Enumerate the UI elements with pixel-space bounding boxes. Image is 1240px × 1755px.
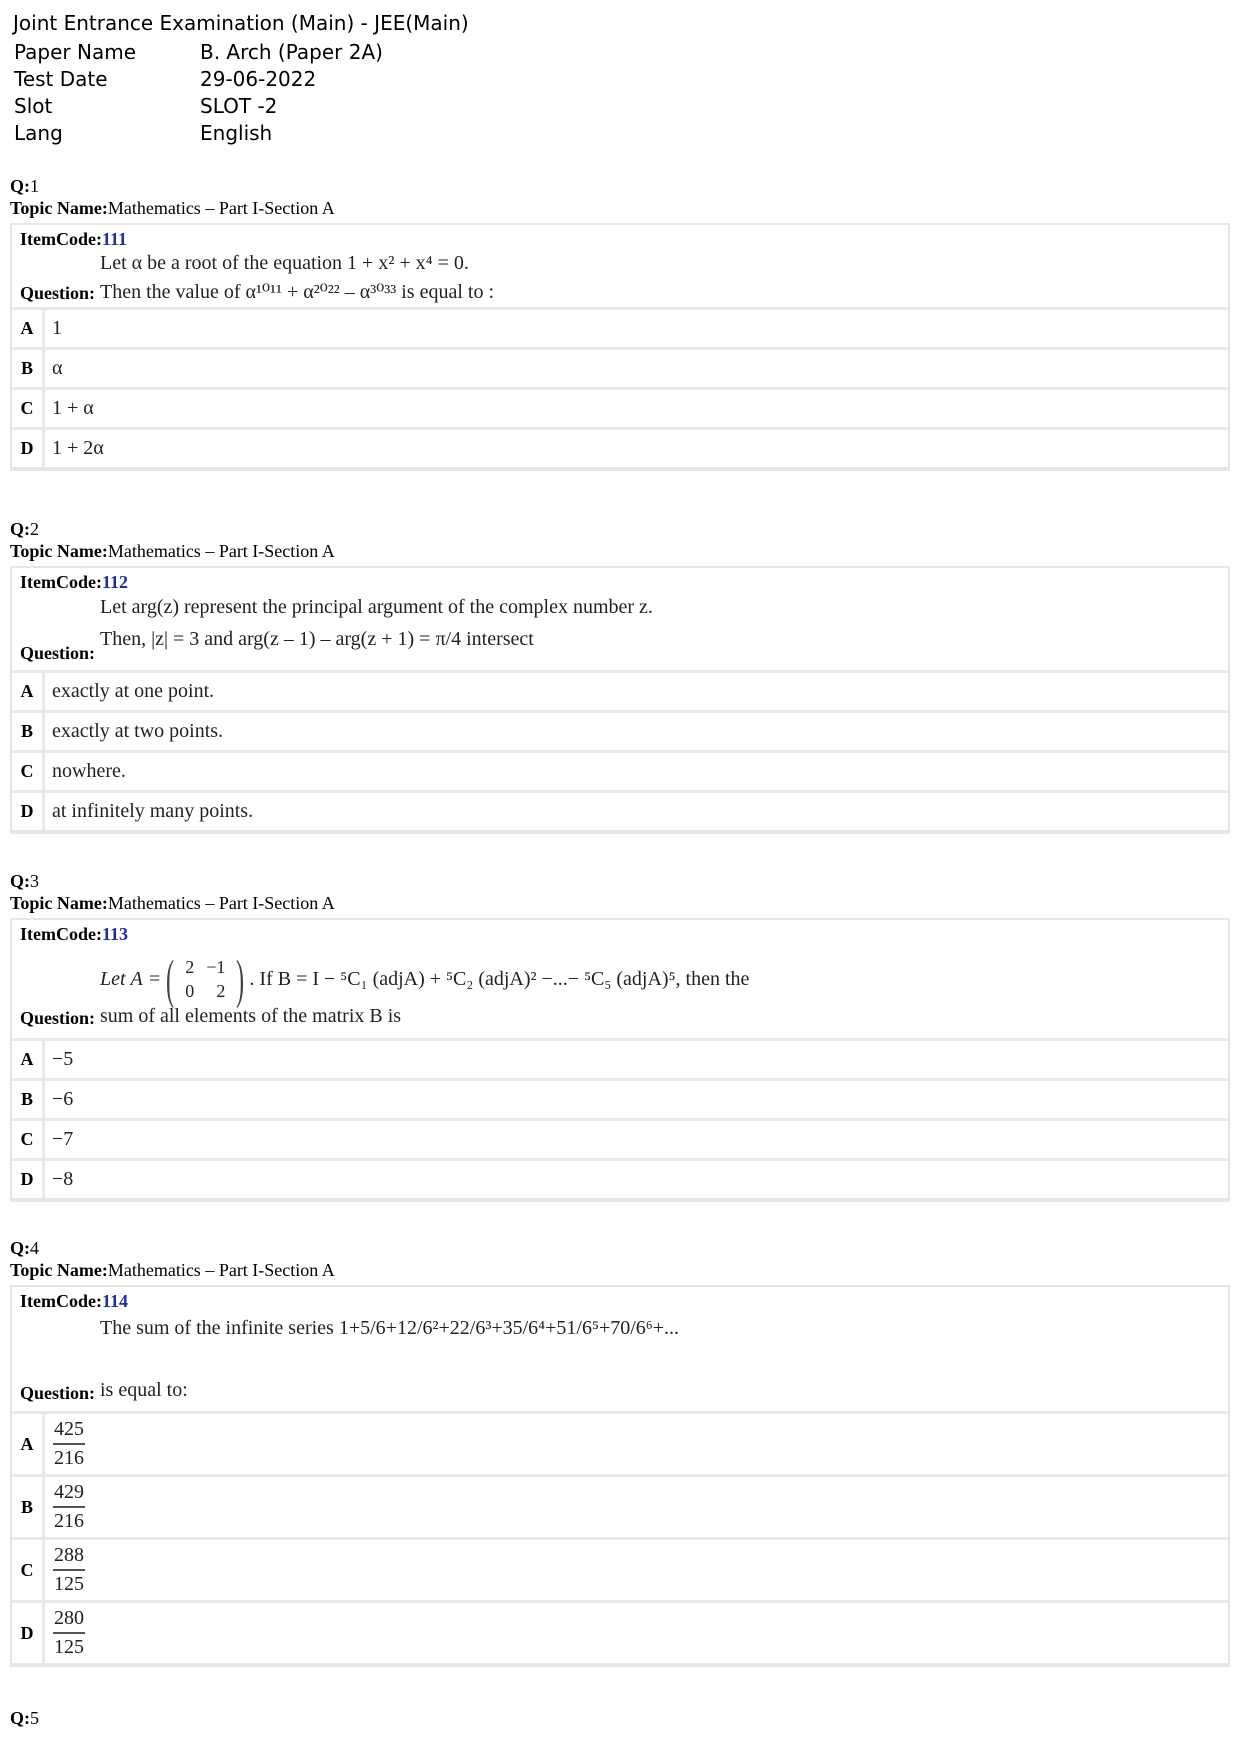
option-letter: B (12, 1477, 45, 1537)
question-label: Question: (20, 643, 96, 663)
option-letter: C (12, 753, 45, 790)
option-value: −5 (52, 1048, 74, 1070)
question-box (10, 566, 1230, 834)
option-b[interactable] (12, 1081, 1228, 1121)
info-row-lang (13, 120, 469, 147)
option-letter: D (12, 793, 45, 830)
option-letter: D (12, 1161, 45, 1198)
info-value: 29-06-2022 (200, 67, 317, 91)
question-area (12, 1287, 1228, 1414)
question-line-2: Then the value of α¹⁰¹¹ + α²⁰²² – α³⁰³³ is equal to : (100, 281, 494, 303)
question-line-1: Let α be a root of the equation 1 + x² + x⁴ = 0. (100, 252, 469, 274)
question-line-2: is equal to: (100, 1379, 188, 1401)
option-letter: D (12, 1603, 45, 1663)
option-value (45, 1540, 86, 1600)
question-line-1-tail: . If B = I − ⁵C₁ (adjA) + ⁵C₂ (adjA)² −...− ⁵C₅ (adjA)⁵, then the (249, 967, 750, 990)
info-key: Lang (14, 121, 63, 145)
info-value: B. Arch (Paper 2A) (200, 40, 383, 64)
question-line-1: Let arg(z) represent the principal argument of the complex number z. (100, 596, 653, 618)
option-c[interactable] (12, 1121, 1228, 1161)
option-value: −7 (52, 1128, 74, 1150)
question-label: Question: (20, 1008, 96, 1028)
option-d[interactable] (12, 1161, 1228, 1198)
info-row-test-date (13, 66, 469, 93)
info-key: Test Date (14, 67, 108, 91)
info-value: SLOT -2 (200, 94, 278, 118)
question-block-3 (10, 870, 1230, 1202)
question-block-4 (10, 1237, 1230, 1667)
item-code: ItemCode:111 (20, 229, 127, 249)
option-value: exactly at one point. (52, 680, 215, 702)
option-c[interactable] (12, 753, 1228, 793)
question-line-2: Then, |z| = 3 and arg(z – 1) – arg(z + 1) = π/4 intersect (100, 628, 534, 650)
option-a[interactable] (12, 1041, 1228, 1081)
option-value: nowhere. (52, 760, 126, 782)
option-value (45, 1477, 86, 1537)
info-key: Slot (14, 94, 53, 118)
option-c[interactable] (12, 1540, 1228, 1603)
fraction: $\frac{280}{125}$ (53, 1605, 85, 1661)
question-number: Q:4 (10, 1238, 39, 1258)
question-label: Question: (20, 283, 96, 303)
fraction: $\frac{429}{216}$ (53, 1479, 85, 1535)
option-b[interactable] (12, 350, 1228, 390)
option-b[interactable] (12, 1477, 1228, 1540)
info-key: Paper Name (14, 40, 137, 64)
question-box (10, 1285, 1230, 1667)
item-code: ItemCode:113 (20, 924, 128, 944)
item-code: ItemCode:112 (20, 572, 128, 592)
option-letter: A (12, 1041, 45, 1078)
question-area (12, 225, 1228, 310)
option-value: 1 (52, 317, 62, 339)
item-code: ItemCode:114 (20, 1291, 128, 1311)
option-letter: C (12, 1121, 45, 1158)
option-letter: C (12, 390, 45, 427)
exam-header (13, 10, 469, 147)
question-block-5 (10, 1707, 1230, 1729)
question-label: Question: (20, 1383, 96, 1403)
option-letter: B (12, 713, 45, 750)
option-letter: A (12, 673, 45, 710)
info-row-slot (13, 93, 469, 120)
option-letter: C (12, 1540, 45, 1600)
question-block-1 (10, 175, 1230, 471)
topic-name: Topic Name:Mathematics – Part I-Section A (10, 1260, 335, 1280)
question-block-2 (10, 518, 1230, 834)
question-line-1: Let A = ( 2 −1 0 2 ) . If B = I − ⁵C₁ (adjA) + ⁵C₂ (adjA)² −...− ⁵C₅ (adjA)⁵, then the (100, 949, 750, 1009)
option-letter: D (12, 430, 45, 467)
option-value (45, 1414, 86, 1474)
matrix-a: ( 2 −1 0 2 ) (166, 949, 245, 1009)
topic-name: Topic Name:Mathematics – Part I-Section A (10, 893, 335, 913)
question-number: Q:1 (10, 176, 39, 196)
question-line-1: The sum of the infinite series 1+5/6+12/6²+22/6³+35/6⁴+51/6⁵+70/6⁶+... (100, 1317, 680, 1339)
question-number: Q:2 (10, 519, 39, 539)
fraction: $\frac{288}{125}$ (53, 1542, 85, 1598)
option-value: −6 (52, 1088, 74, 1110)
option-letter: A (12, 310, 45, 347)
info-row-paper-name (13, 39, 469, 66)
question-number: Q:5 (10, 1708, 39, 1728)
option-value: 1 + 2α (52, 437, 104, 459)
question-number: Q:3 (10, 871, 39, 891)
option-a[interactable] (12, 1414, 1228, 1477)
option-value: 1 + α (52, 397, 94, 419)
option-a[interactable] (12, 673, 1228, 713)
option-c[interactable] (12, 390, 1228, 430)
option-value (45, 1603, 86, 1663)
question-area (12, 920, 1228, 1041)
topic-name: Topic Name:Mathematics – Part I-Section A (10, 541, 335, 561)
option-letter: A (12, 1414, 45, 1474)
exam-title: Joint Entrance Examination (Main) - JEE(Main) (13, 11, 469, 35)
option-value: at infinitely many points. (52, 800, 254, 822)
option-d[interactable] (12, 1603, 1228, 1663)
option-d[interactable] (12, 430, 1228, 467)
question-area (12, 568, 1228, 673)
fraction: $\frac{425}{216}$ (53, 1416, 85, 1472)
question-box (10, 918, 1230, 1202)
topic-name: Topic Name:Mathematics – Part I-Section A (10, 198, 335, 218)
option-a[interactable] (12, 310, 1228, 350)
option-value: exactly at two points. (52, 720, 224, 742)
option-value: −8 (52, 1168, 74, 1190)
option-value: α (52, 357, 63, 379)
question-box (10, 223, 1230, 471)
option-d[interactable] (12, 793, 1228, 830)
option-letter: B (12, 1081, 45, 1118)
option-b[interactable] (12, 713, 1228, 753)
option-letter: B (12, 350, 45, 387)
question-line-2: sum of all elements of the matrix B is (100, 1005, 402, 1027)
info-value: English (200, 121, 273, 145)
